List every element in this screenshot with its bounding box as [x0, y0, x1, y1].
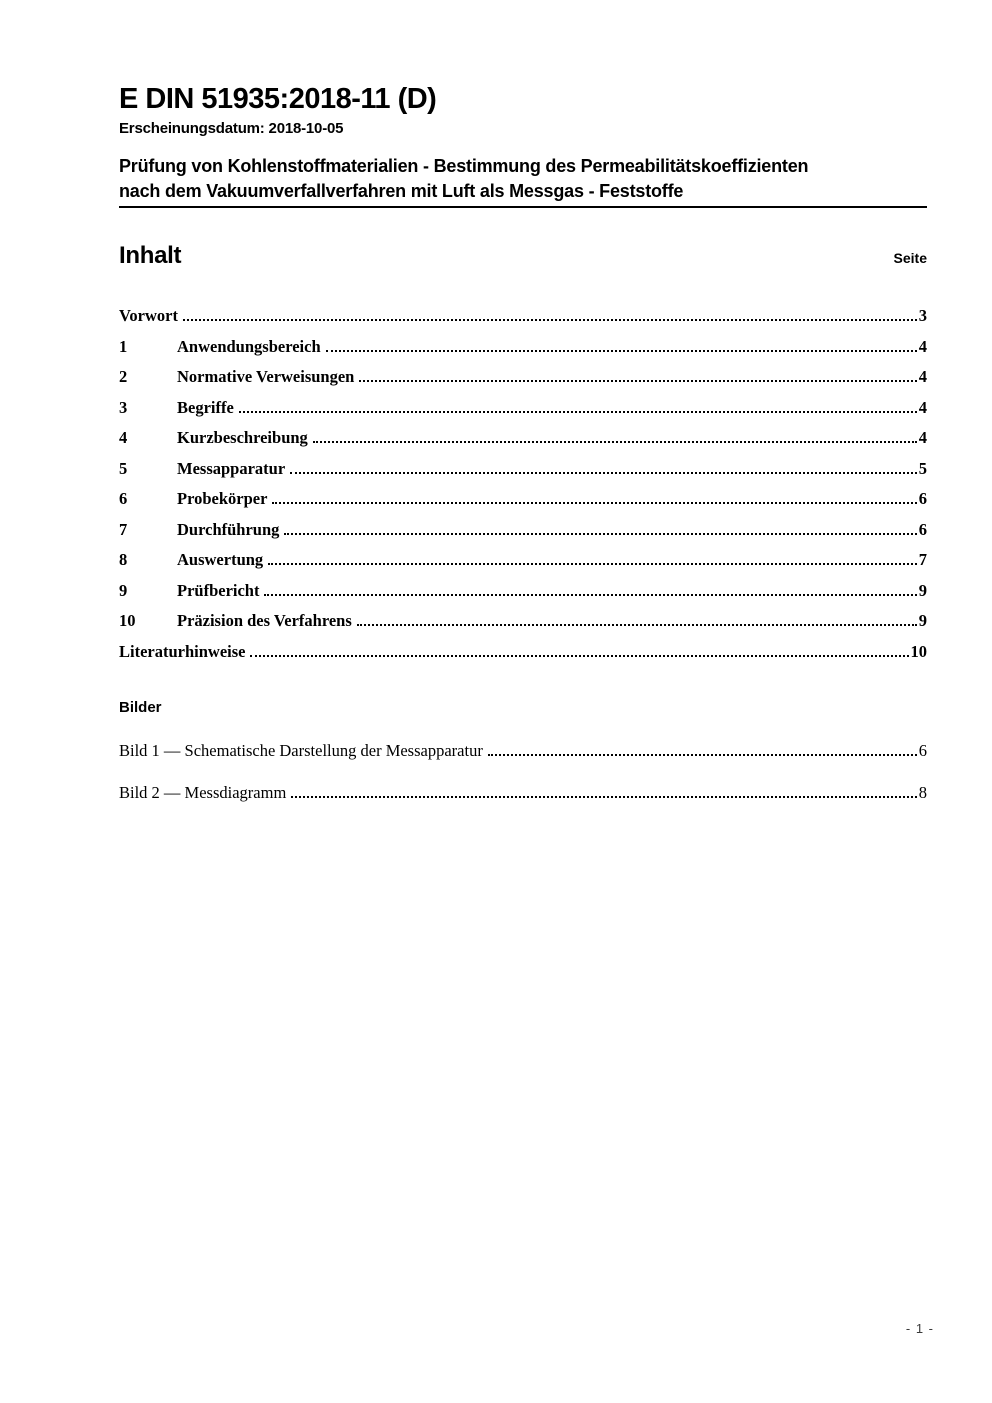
figure-entry-label: Bild 1 — Schematische Darstellung der Messapparatur	[119, 740, 483, 760]
toc-entry-auswertung	[119, 550, 927, 569]
leader-dots	[326, 338, 917, 352]
toc-entry-durchfuehrung	[119, 520, 927, 539]
toc-entry-begriffe	[119, 398, 927, 417]
toc-page-column-label: Seite	[893, 250, 927, 266]
leader-dots	[488, 742, 917, 756]
toc-entry-literaturhinweise	[119, 642, 927, 661]
toc-entry-page: 5	[918, 458, 927, 478]
toc-entry-number: 4	[119, 428, 128, 447]
toc-entry-number: 8	[119, 550, 128, 569]
toc-entry-number: 7	[119, 519, 128, 539]
toc-entry-number: 1	[119, 336, 128, 356]
toc-entry-number: 10	[119, 611, 136, 630]
leader-dots	[284, 521, 916, 535]
toc-entry-number: 9	[119, 580, 128, 600]
toc-entry-label: Prüfbericht	[177, 580, 260, 600]
toc-heading: Inhalt	[119, 242, 182, 269]
leader-dots	[357, 612, 917, 626]
toc-entry-number: 3	[119, 397, 128, 417]
figures-heading: Bilder	[119, 698, 162, 716]
toc-entry-page: 4	[918, 336, 927, 356]
toc-entry-normative-verweisungen	[119, 367, 927, 386]
toc-entry-page: 6	[918, 489, 927, 508]
toc-entry-page: 9	[918, 580, 927, 600]
leader-dots	[313, 429, 917, 443]
toc-entry-kurzbeschreibung	[119, 428, 927, 447]
leader-dots	[272, 490, 916, 504]
toc-entry-pruefbericht	[119, 581, 927, 600]
toc-entry-label: Kurzbeschreibung	[177, 428, 308, 447]
toc-entry-label: Anwendungsbereich	[177, 336, 321, 356]
figure-entry-page: 6	[918, 740, 927, 760]
toc-entry-label: Präzision des Verfahrens	[177, 611, 352, 630]
leader-dots	[268, 551, 917, 565]
toc-entry-number: 6	[119, 489, 128, 508]
page-number-footer: - 1 -	[905, 1321, 934, 1336]
figure-entry-page: 8	[918, 782, 927, 802]
leader-dots	[290, 460, 917, 474]
toc-entry-page: 3	[918, 306, 927, 325]
toc-entry-probekoerper	[119, 489, 927, 508]
document-title-line: Prüfung von Kohlenstoffmaterialien - Bestimmung des Permeabilitätskoeffizienten	[119, 156, 809, 176]
toc-entry-page: 4	[918, 397, 927, 417]
toc-entry-page: 4	[918, 367, 927, 386]
leader-dots	[239, 399, 917, 413]
toc-entry-label: Durchführung	[177, 519, 280, 539]
page-content	[119, 0, 927, 803]
toc-heading-row	[119, 242, 927, 270]
toc-entry-page: 6	[918, 519, 927, 539]
publication-date: Erscheinungsdatum: 2018-10-05	[119, 120, 344, 137]
document-title-line: nach dem Vakuumverfallverfahren mit Luft als Messgas - Feststoffe	[119, 181, 684, 201]
toc-entry-label: Auswertung	[177, 550, 264, 569]
figure-entry-bild-1	[119, 741, 927, 761]
leader-dots	[359, 368, 916, 382]
toc-entry-messapparatur	[119, 459, 927, 478]
toc-entry-label: Probekörper	[177, 489, 268, 508]
figure-entry-bild-2	[119, 783, 927, 803]
toc-entry-label: Normative Verweisungen	[177, 367, 355, 386]
table-of-contents	[119, 306, 927, 661]
toc-entry-anwendungsbereich	[119, 337, 927, 356]
toc-entry-page: 9	[918, 611, 927, 630]
figure-entry-label: Bild 2 — Messdiagramm	[119, 782, 287, 802]
toc-entry-label: Vorwort	[119, 306, 178, 325]
leader-dots	[291, 784, 916, 798]
leader-dots	[250, 643, 908, 657]
toc-entry-page: 7	[918, 550, 927, 569]
document-number: E DIN 51935:2018-11 (D)	[119, 83, 437, 115]
toc-entry-label: Begriffe	[177, 397, 234, 417]
toc-entry-number: 5	[119, 458, 128, 478]
toc-entry-praezision	[119, 611, 927, 630]
toc-entry-page: 10	[910, 641, 927, 661]
toc-entry-page: 4	[918, 428, 927, 447]
toc-entry-number: 2	[119, 367, 128, 386]
toc-entry-label: Literaturhinweise	[119, 641, 246, 661]
toc-entry-label: Messapparatur	[177, 458, 286, 478]
leader-dots	[183, 307, 917, 321]
toc-entry-vorwort	[119, 306, 927, 325]
document-title	[119, 154, 927, 208]
leader-dots	[264, 582, 916, 596]
